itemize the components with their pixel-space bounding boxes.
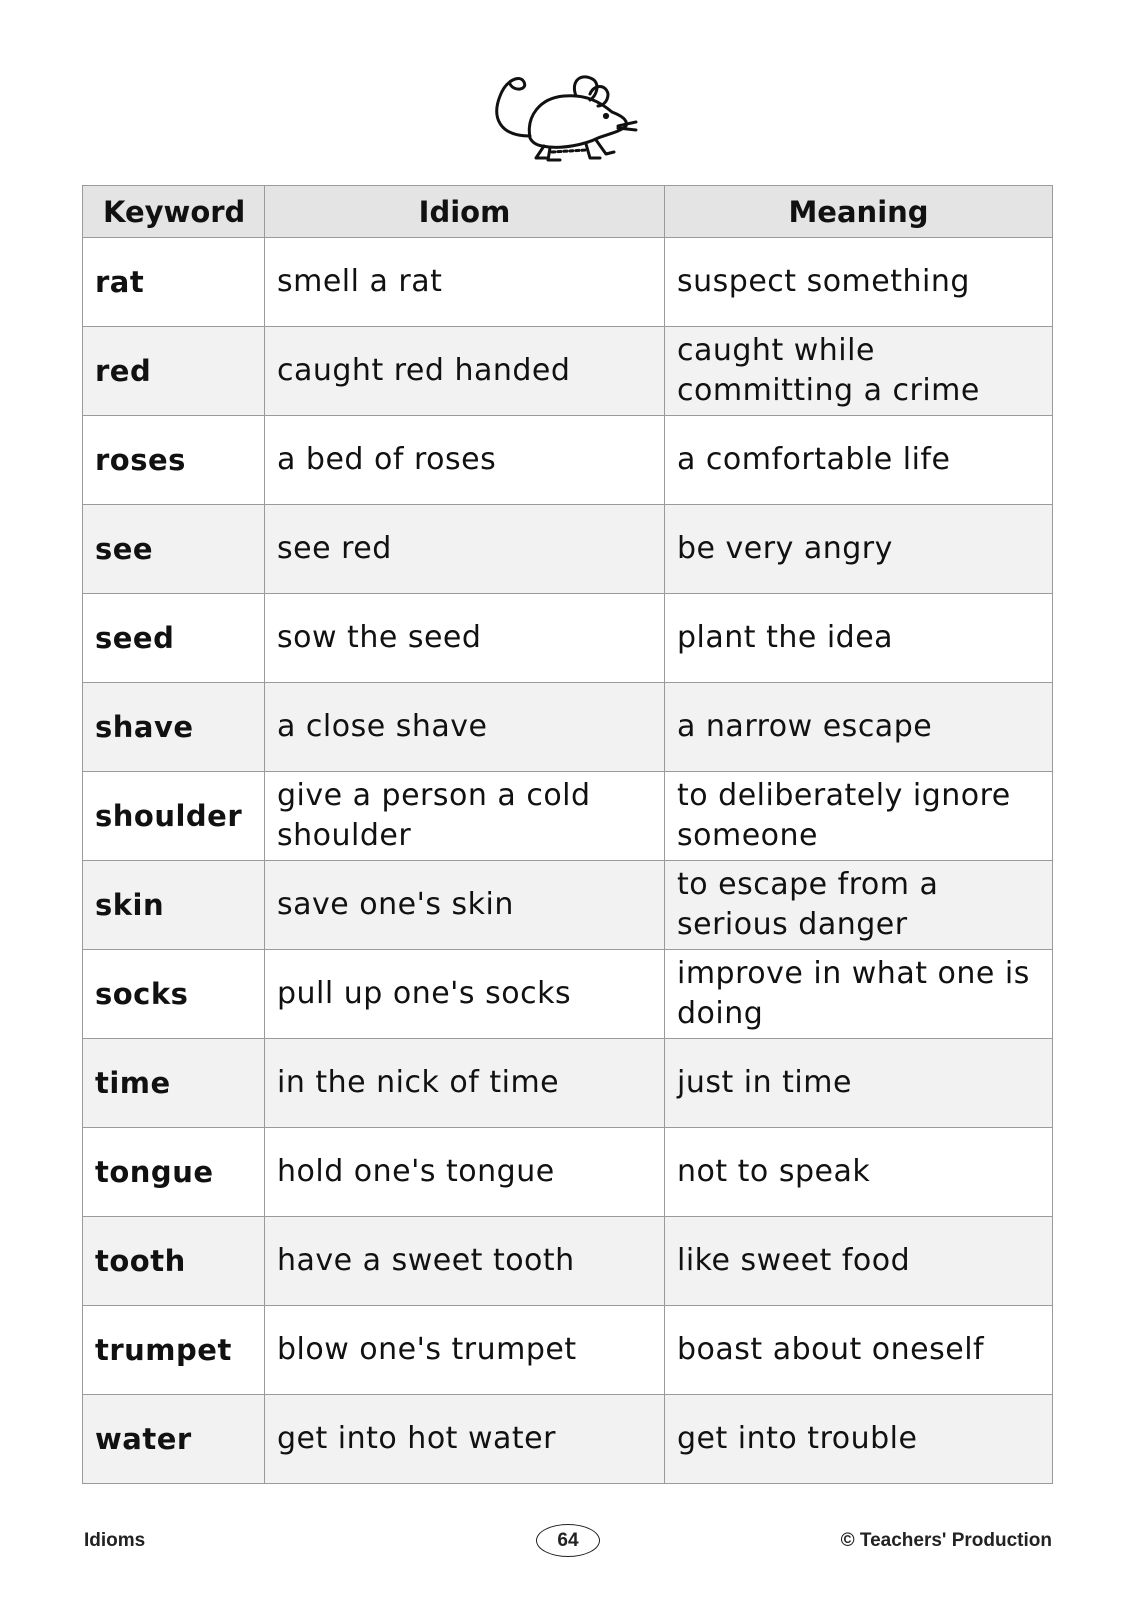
keyword-cell: rat: [83, 238, 265, 327]
meaning-cell: to deliberately ignore someone: [665, 772, 1053, 861]
idiom-cell: sow the seed: [265, 594, 665, 683]
table-row: [83, 1128, 1053, 1217]
meaning-cell: boast about oneself: [665, 1306, 1053, 1395]
keyword-cell: red: [83, 327, 265, 416]
idiom-cell: smell a rat: [265, 238, 665, 327]
table-row: [83, 1306, 1053, 1395]
idiom-cell: in the nick of time: [265, 1039, 665, 1128]
idiom-cell: save one's skin: [265, 861, 665, 950]
table-row: [83, 861, 1053, 950]
keyword-cell: water: [83, 1395, 265, 1484]
meaning-cell: to escape from a serious danger: [665, 861, 1053, 950]
meaning-cell: not to speak: [665, 1128, 1053, 1217]
table-row: [83, 594, 1053, 683]
table-row: [83, 327, 1053, 416]
keyword-cell: see: [83, 505, 265, 594]
table-row: [83, 1217, 1053, 1306]
table-row: [83, 505, 1053, 594]
meaning-cell: just in time: [665, 1039, 1053, 1128]
keyword-cell: roses: [83, 416, 265, 505]
footer-book-title: Idioms: [84, 1530, 146, 1551]
idiom-cell: have a sweet tooth: [265, 1217, 665, 1306]
table-row: [83, 683, 1053, 772]
footer-publisher: © Teachers' Production: [840, 1530, 1052, 1551]
idiom-cell: a bed of roses: [265, 416, 665, 505]
keyword-cell: seed: [83, 594, 265, 683]
mouse-icon: [490, 66, 640, 170]
header-meaning: Meaning: [665, 186, 1053, 238]
idiom-cell: hold one's tongue: [265, 1128, 665, 1217]
table-row: [83, 238, 1053, 327]
idioms-table: [82, 185, 1053, 1484]
header-keyword: Keyword: [83, 186, 265, 238]
idiom-cell: pull up one's socks: [265, 950, 665, 1039]
meaning-cell: improve in what one is doing: [665, 950, 1053, 1039]
keyword-cell: skin: [83, 861, 265, 950]
meaning-cell: caught while committing a crime: [665, 327, 1053, 416]
keyword-cell: shoulder: [83, 772, 265, 861]
meaning-cell: a narrow escape: [665, 683, 1053, 772]
keyword-cell: shave: [83, 683, 265, 772]
keyword-cell: socks: [83, 950, 265, 1039]
keyword-cell: tooth: [83, 1217, 265, 1306]
meaning-cell: be very angry: [665, 505, 1053, 594]
idiom-cell: blow one's trumpet: [265, 1306, 665, 1395]
idiom-cell: a close shave: [265, 683, 665, 772]
idiom-cell: get into hot water: [265, 1395, 665, 1484]
table-row: [83, 950, 1053, 1039]
meaning-cell: like sweet food: [665, 1217, 1053, 1306]
idiom-cell: give a person a cold shoulder: [265, 772, 665, 861]
meaning-cell: a comfortable life: [665, 416, 1053, 505]
keyword-cell: trumpet: [83, 1306, 265, 1395]
page-number: 64: [536, 1524, 600, 1557]
table-header-row: [83, 186, 1053, 238]
keyword-cell: time: [83, 1039, 265, 1128]
idiom-cell: see red: [265, 505, 665, 594]
meaning-cell: suspect something: [665, 238, 1053, 327]
table-row: [83, 416, 1053, 505]
meaning-cell: get into trouble: [665, 1395, 1053, 1484]
meaning-cell: plant the idea: [665, 594, 1053, 683]
table-row: [83, 1039, 1053, 1128]
table-row: [83, 1395, 1053, 1484]
idiom-cell: caught red handed: [265, 327, 665, 416]
table-row: [83, 772, 1053, 861]
header-idiom: Idiom: [265, 186, 665, 238]
keyword-cell: tongue: [83, 1128, 265, 1217]
